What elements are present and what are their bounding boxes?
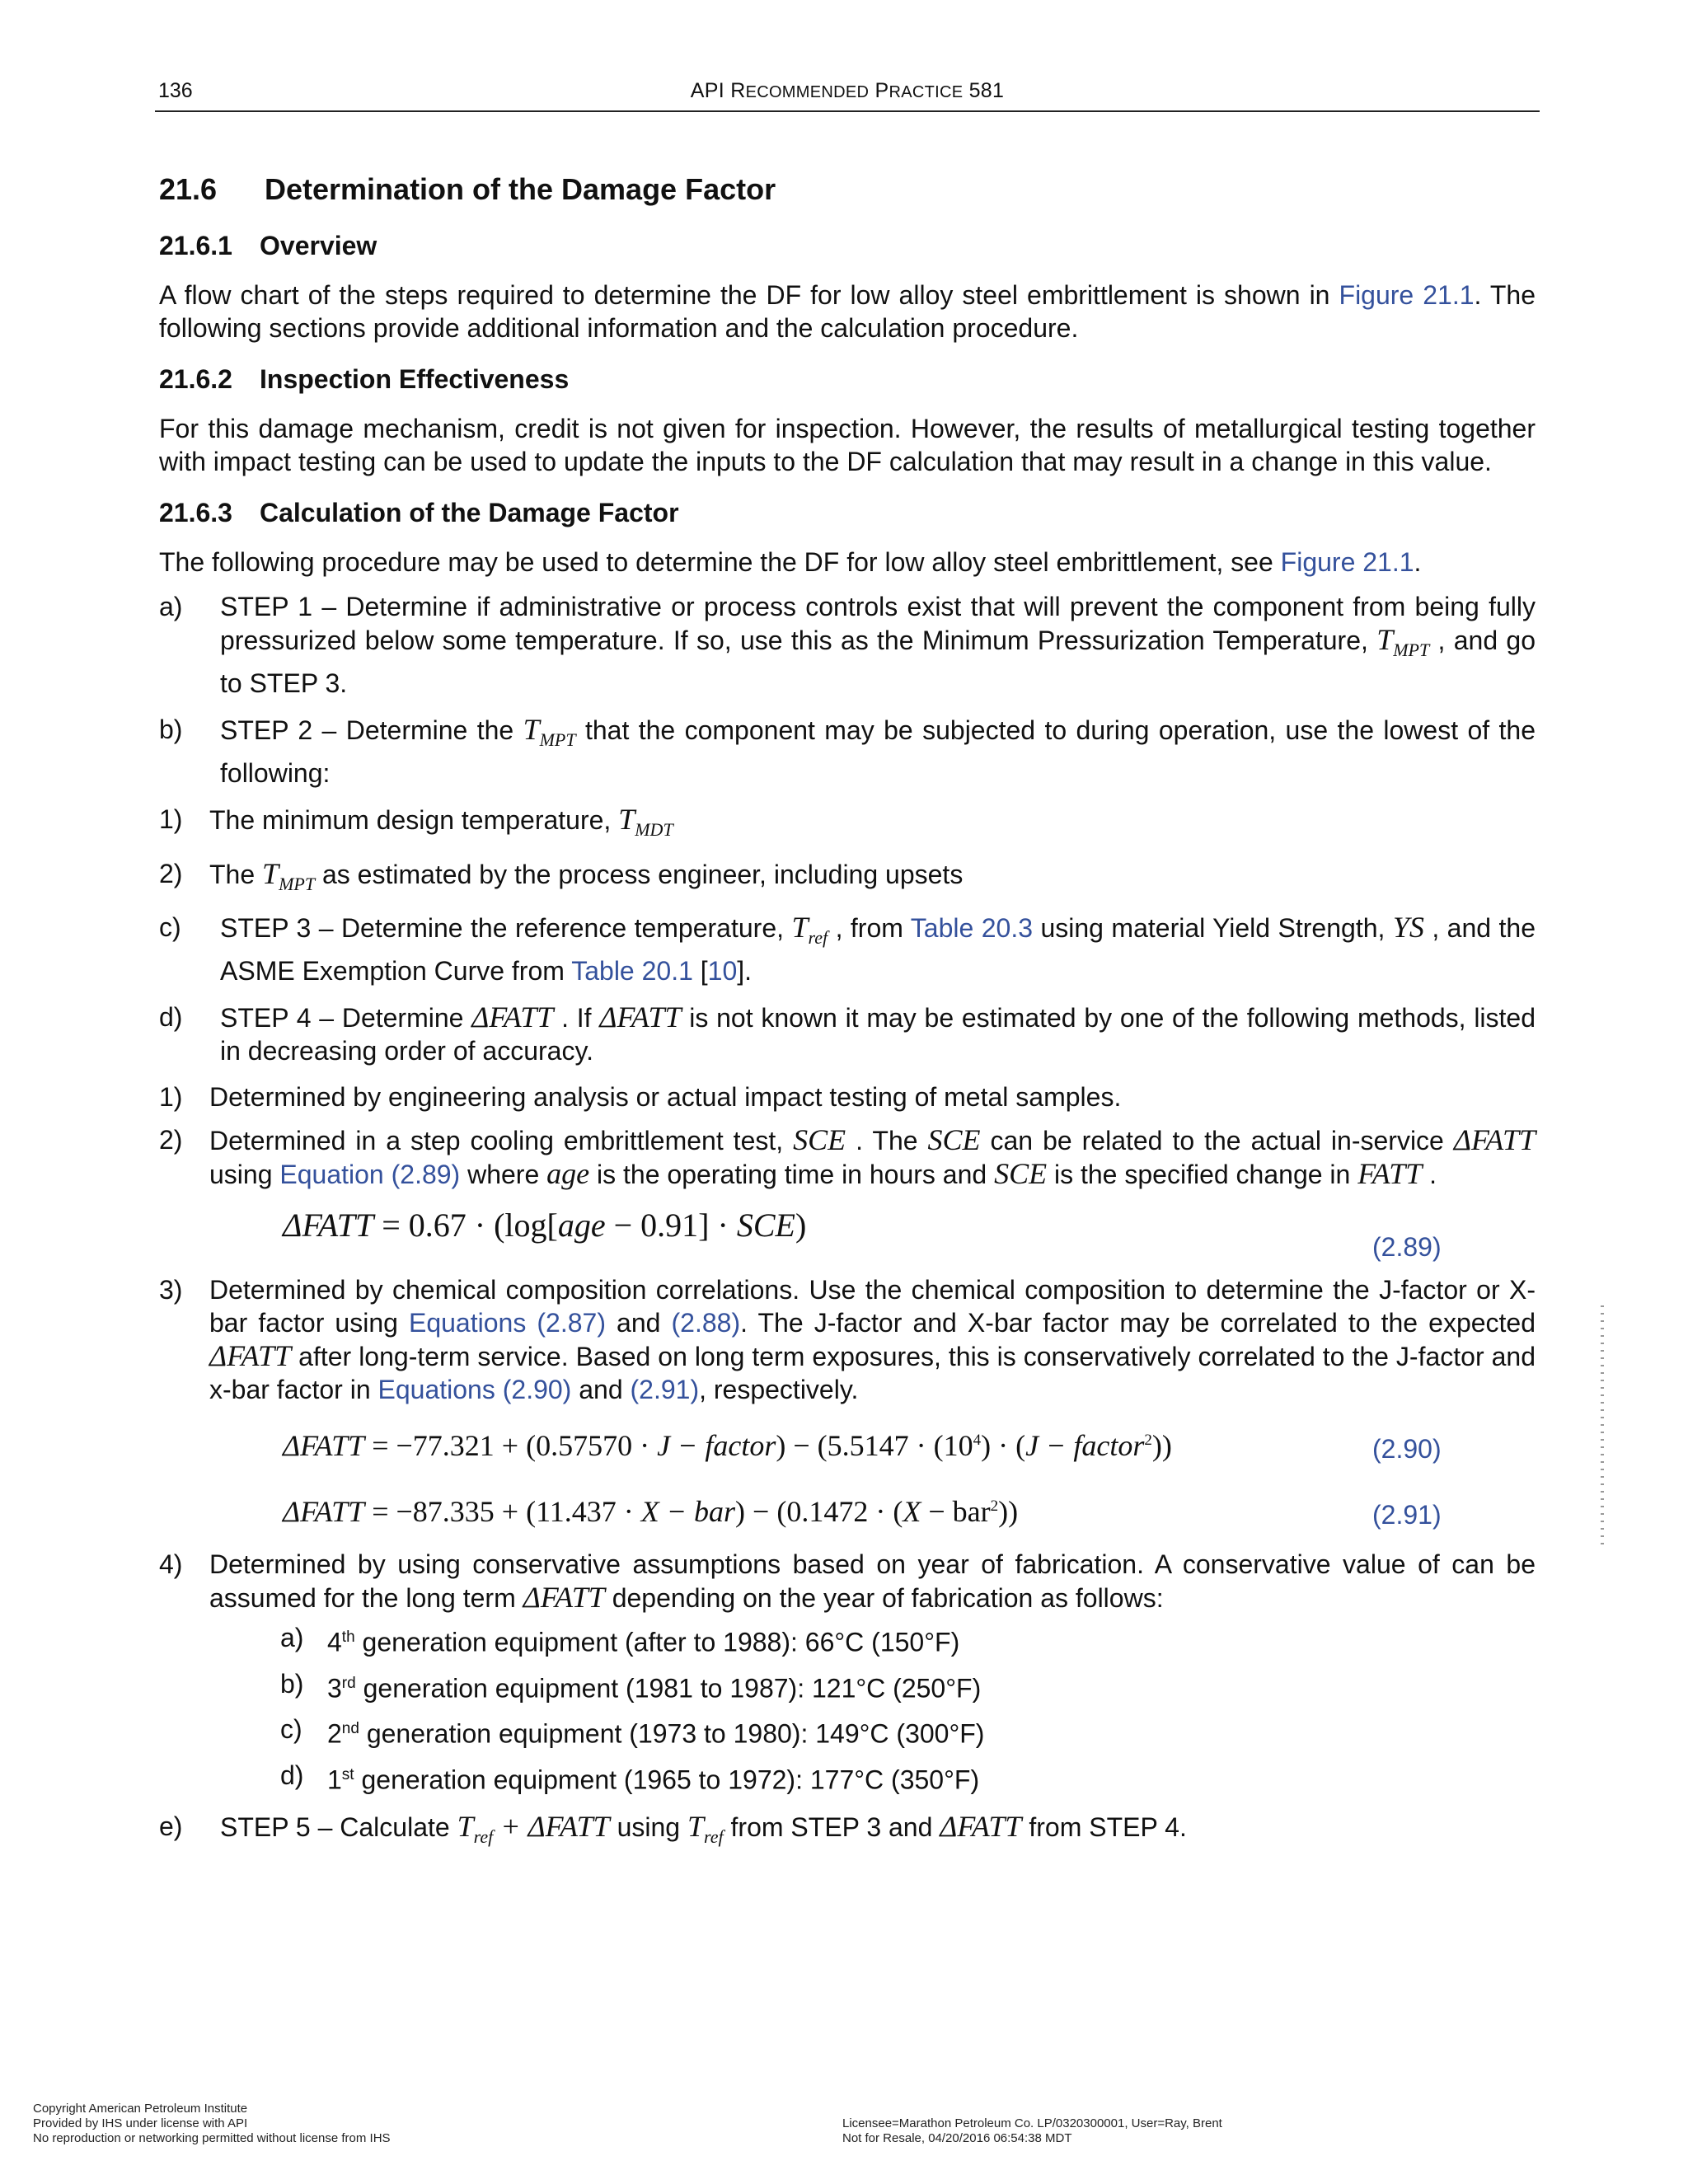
- footer-copyright: Copyright American Petroleum Institute Provided by IHS under license with API No reproduction or networking permitted without license from IHS: [33, 2102, 391, 2145]
- page-number: 136: [158, 79, 193, 102]
- math-fatt: FATT: [1357, 1156, 1423, 1190]
- math-delta-fatt: ΔFATT: [599, 1000, 682, 1033]
- inspection-paragraph: For this damage mechanism, credit is not given for inspection. However, the results of metallurgical testing together with impact testing can be used to update the inputs to the DF calculation that may result in a change in this value.: [159, 414, 1536, 476]
- list-item: a) 4th generation equipment (after to 1988): 66°C (150°F): [280, 1622, 960, 1657]
- running-title: API RECOMMENDED PRACTICE 581: [690, 79, 1005, 102]
- calculation-heading: 21.6.3 Calculation of the Damage Factor: [159, 498, 679, 527]
- section-heading: 21.6 Determination of the Damage Factor: [159, 172, 776, 206]
- equation-2-89: [159, 1201, 1536, 1268]
- math-delta-fatt: ΔFATT: [209, 1338, 292, 1372]
- math-t-mpt: $T_{MPT}$: [1376, 623, 1430, 661]
- footer-license: Licensee=Marathon Petroleum Co. LP/0320300001, User=Ray, Brent Not for Resale, 04/20/2016 06:54:38 MDT: [842, 2116, 1222, 2145]
- equation-2-88-link[interactable]: (2.88): [671, 1307, 741, 1338]
- math-delta-fatt: ΔFATT: [523, 1580, 605, 1614]
- table-20-1-link[interactable]: Table 20.1: [571, 955, 693, 986]
- inspection-heading: 21.6.2 Inspection Effectiveness: [159, 364, 570, 394]
- math-ys: YS: [1392, 910, 1424, 944]
- math-delta-fatt: ΔFATT: [471, 1000, 554, 1033]
- step-5: e) STEP 5 – Calculate $T_{ref}$ + ΔFATT using $T_{ref}$ from STEP 3 and ΔFATT from STEP 4.: [159, 1809, 1187, 1847]
- equation-number: (2.89): [1372, 1231, 1442, 1262]
- math-delta-fatt: ΔFATT: [1453, 1122, 1536, 1156]
- reference-10-link[interactable]: 10: [707, 955, 738, 986]
- math-t-ref: $T_{ref}$: [687, 1809, 724, 1847]
- math-t-ref: $T_{ref}$: [791, 910, 828, 948]
- overview-heading: 21.6.1 Overview: [159, 231, 377, 260]
- margin-marks: [1601, 1305, 1604, 1544]
- math-t-mpt: $T_{MPT}$: [262, 856, 316, 894]
- step-1: a) STEP 1 – Determine if administrative or process controls exist that will prevent the component from being fully pressurized below some temperature. If so, use this as the Minimum Pressurization Temperature, $T_{MPT}$ , and go to STEP 3.: [159, 592, 1536, 699]
- math-delta-fatt: ΔFATT: [528, 1809, 610, 1843]
- list-item: 2) Determined in a step cooling embrittlement test, SCE . The SCE can be related to the actual in-service ΔFATT using Equation (2.89) where age is the operating time in hours and SCE is the specified change in FATT .: [159, 1122, 1536, 1190]
- list-item: d) 1st generation equipment (1965 to 1972): 177°C (350°F): [280, 1760, 980, 1795]
- calculation-intro: The following procedure may be used to determine the DF for low alloy steel embrittlement, see Figure 21.1.: [159, 547, 1422, 577]
- math-delta-fatt: ΔFATT: [940, 1809, 1022, 1843]
- equation-number: (2.90): [1372, 1433, 1442, 1464]
- equation-2-89-link[interactable]: Equation (2.89): [279, 1159, 461, 1189]
- list-item: 3) Determined by chemical composition correlations. Use the chemical composition to determine the J-factor or X-bar factor using Equations (2.87) and (2.88). The J-factor and X-bar factor may be correlated to the expected ΔFATT after long-term service. Based on long term exposures, this is conservatively correlated to the J-factor and x-bar factor in Equations (2.90) and (2.91), respectively.: [159, 1274, 1536, 1404]
- figure-21-1-link[interactable]: Figure 21.1: [1280, 547, 1414, 577]
- list-item: c) 2nd generation equipment (1973 to 1980): 149°C (300°F): [280, 1714, 985, 1749]
- list-item: 2) The $T_{MPT}$ as estimated by the process engineer, including upsets: [159, 856, 964, 894]
- equation-2-90-body: ΔFATT = −77.321 + (0.57570 · J − factor) − ($5.5147 \cdot (10^4) \cdot (J$ − factor$^2$)): [283, 1428, 1172, 1462]
- math-t-mpt: $T_{MPT}$: [523, 713, 576, 751]
- equation-2-91-body: ΔFATT = −87.335 + (11.437 · X − bar) − (0.1472 · (X − bar$^2$)): [283, 1494, 1019, 1528]
- equation-2-87-link[interactable]: Equations (2.87): [408, 1307, 606, 1338]
- equation-2-91-link[interactable]: (2.91): [630, 1374, 700, 1404]
- document-body: [159, 171, 1536, 1867]
- step-4: d) STEP 4 – Determine ΔFATT . If ΔFATT is not known it may be estimated by one of the following methods, listed in decreasing order of accuracy.: [159, 1000, 1536, 1066]
- page-header: [155, 77, 1540, 112]
- list-item: 4) Determined by using conservative assumptions based on year of fabrication. A conservative value of can be assumed for the long term ΔFATT depending on the year of fabrication as follows:: [159, 1549, 1536, 1614]
- equation-2-89-body: ΔFATT = 0.67 · (log[age − 0.91] · SCE): [283, 1206, 807, 1244]
- math-sce: SCE: [994, 1156, 1048, 1190]
- equation-2-90: [159, 1416, 1536, 1477]
- math-t-mdt: $T_{MDT}$: [618, 803, 673, 841]
- equation-number: (2.91): [1372, 1499, 1442, 1530]
- step-2: b) STEP 2 – Determine the $T_{MPT}$ that the component may be subjected to during operation, use the lowest of the following:: [159, 713, 1536, 789]
- table-20-3-link[interactable]: Table 20.3: [910, 912, 1034, 943]
- math-sce: SCE: [927, 1122, 981, 1156]
- list-item: 1) The minimum design temperature, $T_{MDT}$: [159, 803, 673, 841]
- figure-21-1-link[interactable]: Figure 21.1: [1339, 280, 1475, 310]
- list-item: 1) Determined by engineering analysis or actual impact testing of metal samples.: [159, 1081, 1122, 1112]
- equation-2-91: [159, 1482, 1536, 1543]
- math-age: age: [546, 1156, 590, 1190]
- equation-2-90-link[interactable]: Equations (2.90): [377, 1374, 572, 1404]
- math-sce: SCE: [793, 1122, 846, 1156]
- step-3: c) STEP 3 – Determine the reference temperature, $T_{ref}$ , from Table 20.3 using material Yield Strength, YS , and the ASME Exemption Curve from Table 20.1 [10].: [159, 910, 1536, 986]
- overview-paragraph: A flow chart of the steps required to determine the DF for low alloy steel embrittlement is shown in Figure 21.1. The following sections provide additional information and the calculation procedure.: [159, 280, 1536, 343]
- math-t-ref: $T_{ref}$: [457, 1809, 494, 1847]
- list-item: b) 3rd generation equipment (1981 to 1987): 121°C (250°F): [280, 1668, 982, 1704]
